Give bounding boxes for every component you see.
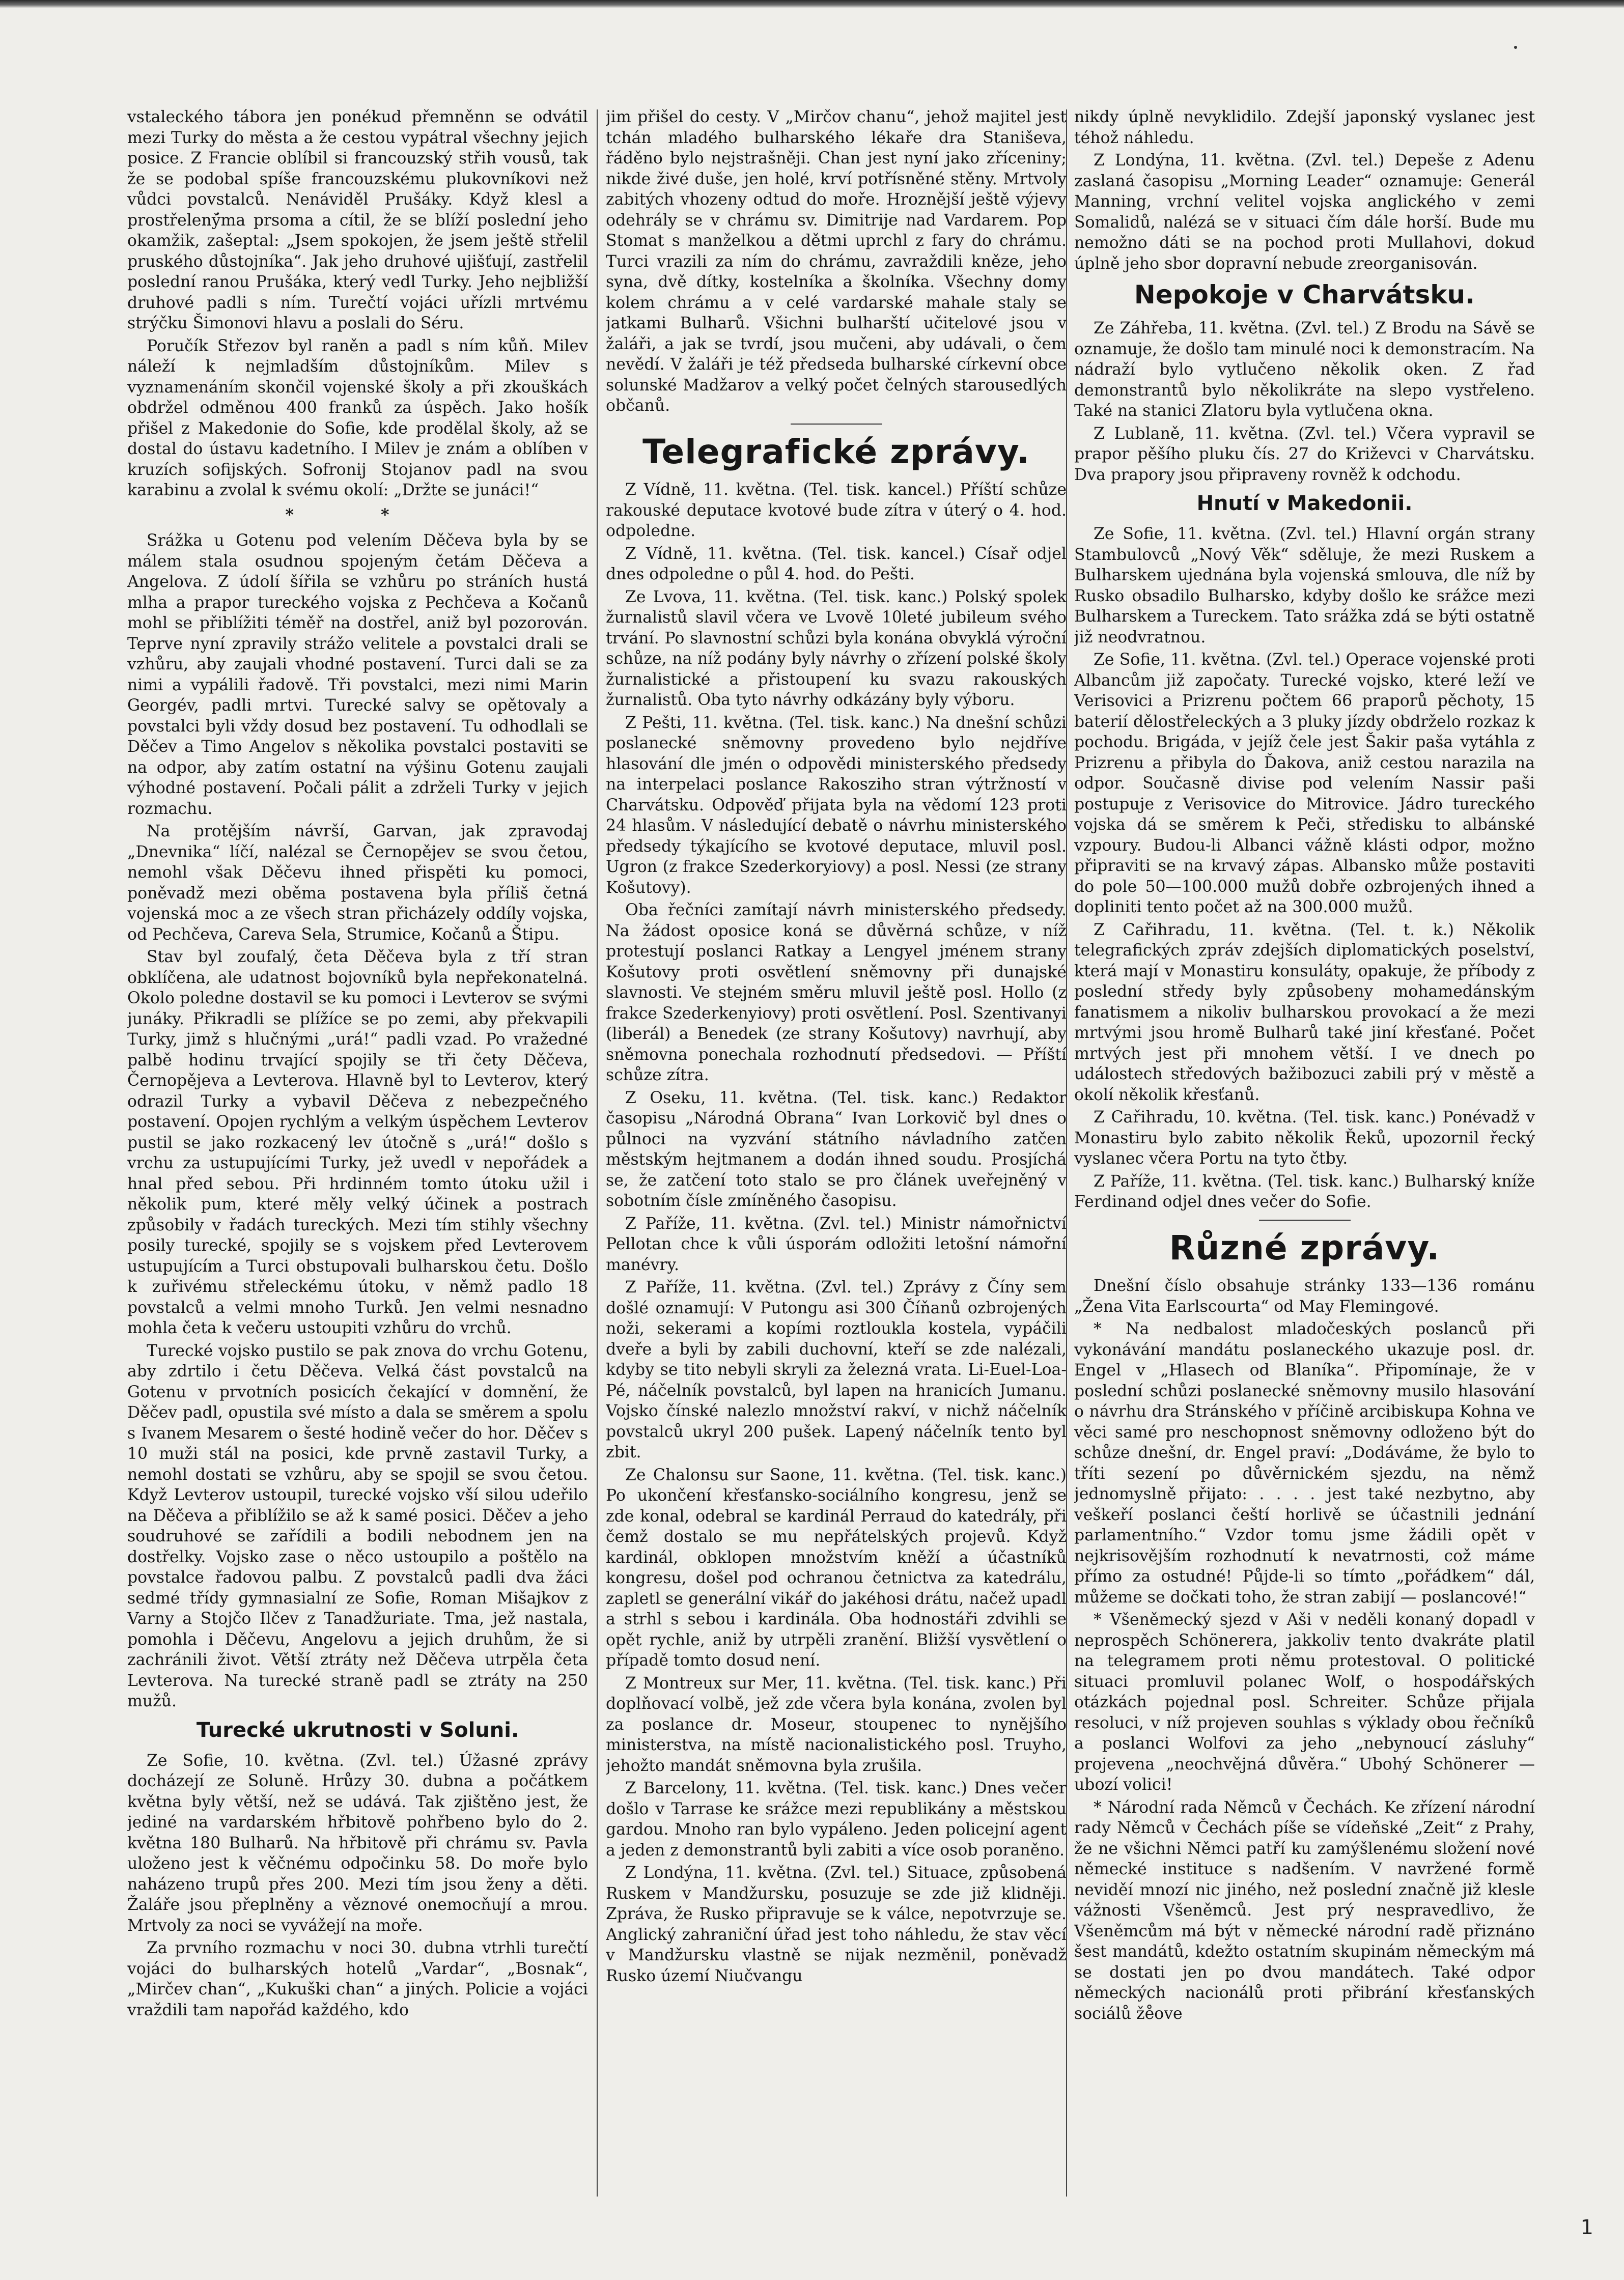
section-separator: * * <box>285 505 430 524</box>
news-item: Z Vídně, 11. května. (Tel. tisk. kancel.) Císař odjel dnes odpoledne o půl 4. hod. do Pešti. <box>606 544 1067 584</box>
heading-text: Turecké ukrutnosti v Soluni. <box>196 1718 519 1742</box>
news-item: Z Pešti, 11. května. (Tel. tisk. kanc.) Na dnešní schůzi poslanecké sněmovny provedeno bylo nejdříve hlasování dle jmén o odpovědi ministerského předsedy na interpelaci poslance Rakosziho stran výtržností v Charvátsku. Odpověď přijata byla na vědomí 123 proti 24 hlasům. V následující debatě o návrhu ministerského předsedy týkajícího se kvotové deputace, mluvil posl. Ugron (z frakce Szederkoryiovy) a posl. Nessi (ze strany Košutovy). <box>606 713 1067 897</box>
news-item: * Na nedbalost mladočeských poslanců při vykonávání mandátu poslaneckého ukazuje posl. dr. Engel v „Hlasech od Blaníka“. Připomínaje, že v poslední schůzi poslanecké sněmovny musilo hlasování o návrhu dra Stránského v příčině arcibiskupa Kohna ve věci samé pro neschopnost sněmovny odloženo být do schůze dnešní, dr. Engel praví: „Dodáváme, že bylo to tříti sezení po důvěrnickém sjezdu, na němž jednomyslně přijato: . . . . jest také nezbytno, aby veškeří poslanci čeští horlivě se účastnili jednání parlamentního.“ Vzdor tomu jsme žádili opět v nejkrisovějším rozhodnutí k nevatrnosti, což máme přímo za ostudné! Půjde-li so tímto „pořádkem“ dál, můžeme se dočkati toho, že stran zabijí — poslancové!“ <box>1074 1320 1535 1607</box>
article-paragraph: Poručík Střezov byl raněn a padl s ním kůň. Milev náleží k nejmladším důstojníkům. Milev s vyznamenáním skončil vojenské školy a při zkouškách obdržel odměnou 400 franků za úspěch. Jako hošík přišel z Makedonie do Sofie, kde prodělal školy, až se dostal do ústavu kadetního. I Milev je znám a oblíben v kruzích sofijských. Sofronij Stojanov padl na svou karabinu a zvolal k svému okolí: „Držte se junáci!“ <box>127 336 588 499</box>
news-item: * Národní rada Němců v Čechách. Ke zřízení národní rady Němců v Čechách píše se vídeňské „Zeit“ z Prahy, že ne všichni Němci patří ku zamýšlenému složení nové německé instituce s nadšením. V navržené formě neviděí mnozí nic jiného, než poslední značně již klesle vážnosti Všeněmců. Jest prý nespravedlivo, že Všeněmcům má být v německé národní radě přiznáno šest mandátů, kdežto ostatním skupinám německým má se dostati jen po dvou mandátech. Také odpor německých nacionálů proti přibrání křesťanských sociálů že̊ove <box>1074 1798 1535 2023</box>
news-item: nikdy úplně nevyklidilo. Zdejší japonský vyslanec jest téhož náhledu. <box>1074 108 1535 147</box>
news-item: Ze Lvova, 11. května. (Tel. tisk. kanc.) Polský spolek žurnalistů slavil včera ve Lvově 10leté jubileum svého trvání. Po slavnostní schůzi byla konána obvyklá výroční schůze, na níž podány byly návrhy o zřízení polské školy žurnalistické a přistoupení ku svazu rakouských žurnalistů. Oba tyto návrhy odkázány byly výboru. <box>606 587 1067 710</box>
news-item: Ze Sofie, 11. května. (Zvl. tel.) Hlavní orgán strany Stambulovců „Nový Věk“ sděluje, že mezi Ruskem a Bulharskem ujednána byla vojenská smlouva, dle níž by Rusko obsadilo Bulharsko, kdyby došlo ke srážce mezi Bulharskem a Tureckem. Tato srážka zdá se býti ostatně již neodvratnou. <box>1074 525 1535 646</box>
article-paragraph: Stav byl zoufalý, četa Děčeva byla z tří stran obklíčena, ale udatnost bojovníků byla nepřekonatelná. Okolo poledne dostavil se ku pomoci i Levterov se svými junáky. Přikradli se plížíce se po zemi, aby překvapili Turky, jimž s hlučnými „urá!“ padli vzad. Po vražedné palbě hodinu trvající spojily se tři čety Děčeva, Černopějeva a Levterova. Hlavně byl to Levterov, který odrazil Turky a vybavil Děčeva z nebezpečného postavení. Opojen rychlým a velkým úspěchem Levterov pustil se jako rozkacený lev útočně s „urá!“ došlo s vrchu za ustupujícími Turky, jež uvedl v nepořádek a hnal před sebou. Při hrdinném tomto útoku užil i několik pum, které měly velký účinek a postrach způsobily v řadách tureckých. Mezi tím stihly všechny posily turecké, spojily se s vojskem před Levterovem ustupujícím a Turci obstupovali bulharskou četu. Došlo k zuřivému střeleckému útoku, v němž padlo 18 povstalců a velmi mnoho Turků. Jen velmi nesnadno mohla četa k večeru ustoupiti vzhůru do vrchů. <box>127 948 588 1337</box>
news-item: Ze Chalonsu sur Saone, 11. května. (Tel. tisk. kanc.) Po ukončení křesťansko-sociálního kongresu, jenž se zde konal, odebral se kardinál Perraud do katedrály, při čemž dostalo se mu nepřátelských projevů. Když kardinál, obklopen množstvím kněží a účastníků kongresu, došel pod ochranou četnictva za katedrálu, zapletl se generální vikář do jakéhosi drátu, načež upadl a strhl s sebou i kardinála. Oba hodnostáři zdvihli se opět rychle, aniž by utrpěli zranění. Bližší vysvětlení o případě tomto dosud není. <box>606 1466 1067 1670</box>
news-item: Z Londýna, 11. května. (Zvl. tel.) Depeše z Adenu zaslaná časopisu „Morning Leader“ oznamuje: Generál Manning, vrchní velitel vojska anglického v zemi Somalidů, nalézá se v situaci čím dále horší. Bude mu nemožno dáti se na pochod proti Mullahovi, dokud úplně jeho sbor dopravní nebude zreorganisován. <box>1074 151 1535 273</box>
news-item: Z Vídně, 11. května. (Tel. tisk. kancel.) Příští schůze rakouské deputace kvotové bude zítra v úterý o 4. hod. odpoledne. <box>606 481 1067 541</box>
news-item: Z Lublaně, 11. května. (Zvl. tel.) Včera vypravil se prapor pěšího pluku čís. 27 do Križevci v Charvátsku. Dva prapory jsou připraveny rovněž k odchodu. <box>1074 424 1535 484</box>
section-heading: Telegrafické zprávy. <box>642 432 1030 471</box>
news-item: Z Oseku, 11. května. (Tel. tisk. kanc.) Redaktor časopisu „Národná Obrana“ Ivan Lorkovič byl dnes o půlnoci na vyzvání státního návladního zatčen městským hejtmanem a dodán ihned soudu. Prosjíchá se, že zatčení toto stalo se pro článek uveřejněný v sobotním čísle zmíněného časopisu. <box>606 1088 1067 1211</box>
margin-mark: 1 <box>1580 2216 1593 2239</box>
article-paragraph: vstaleckého tábora jen ponékud přemněnn se odvátil mezi Turky do města a že cestou vypátral všechny jejich posice. Z Francie oblíbil si francouzský střih vousů, tak že se podobal spíše francouzskému plukovníkovi než vůdci povstalců. Nenáviděl Prušáky. Když klesl a prostřelený̆ma prsoma a cítil, že se blíží poslední jeho okamžik, zašeptal: „Jsem spokojen, že jsem ještě střelil pruského důstojníka“. Jak jeho druhové ujišťují, zastřelil poslední ranou Prušáka, který vedl Turky. Jeho nejbližší druhové padli s ním. Turečtí vojáci uřízli mrtvému strýčku Šimonovi hlavu a poslali do Séru. <box>127 108 588 332</box>
article-paragraph: Na protějším návrší, Garvan, jak zpravodaj „Dnevnika“ líčí, nalézal se Černopějev se svou četou, nemohl však Děčevu ihned přispěti ku pomoci, poněvadž mezi oběma postavena byla příliš četná vojenská moc a ze všech stran přicházely oddíly vojska, od Pechčeva, Careva Sela, Strumice, Kočanů a Štipu. <box>127 822 588 944</box>
section-heading <box>127 1719 588 1741</box>
news-item: Z Paříže, 11. května. (Zvl. tel.) Ministr námořnictví Pellotan chce k vůli úsporám odložiti letošní námořní manévry. <box>606 1214 1067 1274</box>
section-heading <box>1074 492 1535 515</box>
section-heading: Různé zprávy. <box>1169 1228 1440 1268</box>
top-edge-rule <box>0 0 1624 8</box>
short-divider <box>1259 1220 1351 1221</box>
news-item: Z Montreux sur Mer, 11. května. (Tel. tisk. kanc.) Při doplňovací volbě, jež zde včera byla konána, zvolen byl za poslance dr. Moseur, stoupenec to nynějšího ministerstva, na místě nacionalistického posl. Truyho, jehožto mandát sněmovna byla zrušila. <box>606 1674 1067 1775</box>
news-item: Oba řečníci zamítají návrh ministerského předsedy. Na žádost oposice koná se důvěrná schůze, v níž protestují poslanci Ratkay a Lengyel jménem strany Košutovy proti osvětlení sněmovny při dunajské slavnosti. Ve stejném směru mluvil ještě posl. Hollo (z frakce Szederkenyiovy) proti osvětlení. Posl. Szentivanyi (liberál) a Benedek (ze strany Košutovy) navrhují, aby sněmovna ponechala rozhodnutí předsedovi. — Příští schůze zítra. <box>606 901 1067 1085</box>
news-item: Z Paříže, 11. května. (Tel. tisk. kanc.) Bulharský kníže Ferdinand odjel dnes večer do Sofie. <box>1074 1172 1535 1211</box>
news-item: Z Cařihradu, 11. května. (Tel. t. k.) Několik telegrafických zpráv zdejších diplomatických poselství, která mají v Monastiru konsuláty, opakuje, že příbody z poslední středy byly způsobeny mohamedánským fanatismem a nikoliv bulharskou provokací a že mezi mrtvými jsou hromě Bulharů také jiní křesťané. Počet mrtvých jest při mnohem větší. I ve dnech po událostech středových bažibozuci zabili prý v městě a okolí několik křesťanů. <box>1074 920 1535 1104</box>
column-2 <box>606 107 1067 2219</box>
article-paragraph: Za prvního rozmachu v noci 30. dubna vtrhli turečtí vojáci do bulharských hotelů „Vardar“, „Bosnak“, „Mirčev chan“, „Kukuški chan“ a jiných. Policie a vojáci vraždili tam napořád každého, kdo <box>127 1939 588 2019</box>
news-item: Ze Sofie, 11. května. (Zvl. tel.) Operace vojenské proti Albancům již započaty. Turecké vojsko, které leží ve Verisovici a Prizrenu počtem 66 praporů pěchoty, 15 baterií dělostřeleckých a 3 pluky jízdy obdrželo rozkaz k pochodu. Brigáda, v jejíž čele jest Šakir paša vytáhla z Prizrenu a přibyla do Ďakova, aniž cestou narazila na odpor. Současně divise pod velením Nassir paši postupuje z Verisovice do Mitrovice. Jádro tureckého vojska dá se směrem k Peči, středisku to albánské vzpoury. Budou-li Albanci vážně klásti odpor, možno připraviti se na krvavý zápas. Albansko může postaviti do pole 50—100.000 mužů dobře ozbrojených ihned a dopliniti tento počet až na 300.000 mužů. <box>1074 651 1535 916</box>
article-paragraph: Turecké vojsko pustilo se pak znova do vrchu Gotenu, aby zdrtilo i četu Děčeva. Velká část povstalců na Gotenu v prvotních posicích čekající v domnění, že Děčev padl, opustila své místo a dala se směrem a spolu s Ivanem Mesarem o šesté hodině večer do hor. Děčev s 10 muži stál na posici, kde prvně zastavil Turky, a nemohl dostati se vzhůru, aby se spojil se svou četou. Když Levterov ustoupil, turecké vojsko vší silou udeřilo na Děčeva a přiblížilo se až k samé posici. Děčev a jeho soudruhové se zařídili a bodili nebodnem jen na dostřelky. Vojsko zase o něco ustoupilo a poštělo na povstalce řadovou palbu. Z povstalců padli dva žáci sedmé třídy gymnasialní ze Sofie, Roman Mišajkov z Varny a Stojčo Ilčev z Tanadžuriate. Tma, jež nastala, pomohla i Děčevu, Angelovu a jejich druhům, že si zachránili život. Větší ztráty než Děčeva utrpěla četa Levterova. Na turecké straně padl se ztráty na 250 mužů. <box>127 1341 588 1710</box>
article-paragraph: Ze Sofie, 10. května. (Zvl. tel.) Úžasné zprávy docházejí ze Soluně. Hrůzy 30. dubna a počátkem května byly větší, než se udává. Tak zjištěno jest, že jediné na vardarském hřbitově pohřbeno bylo do 2. května 180 Bulharů. Na hřbitově při chrámu sv. Pavla uloženo jest k věčnému odpočinku 58. Do moře bylo naházeno trupů přes 200. Mezi tím jsou ženy a děti. Žaláře jsou přeplněny a věznové onemocňují a mrou. Mrtvoly za noci se vyvážejí na moře. <box>127 1751 588 1935</box>
news-item: Z Barcelony, 11. května. (Tel. tisk. kanc.) Dnes večer došlo v Tarrase ke srážce mezi republikány a městskou gardou. Mnoho ran bylo vypáleno. Jeden policejní agent a jeden z demonstrantů byli zabiti a více osob poraněno. <box>606 1779 1067 1860</box>
news-item: * Všeněmecký sjezd v Aši v neděli konaný dopadl v neprospěch Schönerera, jakkoliv tento dvakráte platil na telegramem proti němu protestoval. O politické situaci promluvil polanec Wolf, o hospodářských otázkách pojednal posl. Schreiter. Schůze přijala resoluci, v níž projeven souhlas s výklady obou řečníků a poslanci Wolfovi za jeho „nebynoucí zásluhy“ projevena „neochvějná důvěra.“ Ubohý Schönerer — ubozí volici! <box>1074 1611 1535 1794</box>
section-heading: Nepokoje v Charvátsku. <box>1134 280 1475 309</box>
article-paragraph: jim přišel do cesty. V „Mirčov chanu“, jehož majitel jest tchán mladého bulharského lékaře dra Staniševa, řáděno bylo nejstrašněji. Chan jest nyní jako zříceniny; nikde živé duše, jen holé, krví potřísněné stěny. Mrtvoly zabitých vhozeny odtud do moře. Hroznější ještě výjevy odehrály se v chrámu sv. Dimitrije nad Vardarem. Pop Stomat s manželkou a dětmi uprchl z fary do chrámu. Turci vrazili za ním do chrámu, zavraždili kněze, jeho syna, dvě dítky, kostelníka a školníka. Všechny domy kolem chrámu a v celé vardarské mahale staly se jatkami Bulharů. Všichni bulharští učitelové jsou v žaláři, a jak se tvrdí, jsou mučeni, aby udávali, o čem nevědí. V žaláři je též předseda bulharské církevní obce solunské Madžarov a velký počet čelných starousedlých občanů. <box>606 108 1067 415</box>
column-1 <box>127 107 588 2219</box>
short-divider <box>791 424 882 425</box>
news-item: Z Cařihradu, 10. května. (Tel. tisk. kanc.) Ponévadž v Monastiru bylo zabito několik Řeků, upozornil řecký vyslanec včera Portu na tyto čtby. <box>1074 1108 1535 1168</box>
ink-speck <box>1514 46 1517 49</box>
news-item: Ze Záhřeba, 11. května. (Zvl. tel.) Z Brodu na Sávě se oznamuje, že došlo tam minulé noci k demonstracím. Na nádraží bylo vytlučeno několik oken. Z řad demonstrantů bylo několikráte na slepo vystřeleno. Také na stanici Zlatoru byla vytlučena okna. <box>1074 319 1535 420</box>
column-divider-1 <box>597 109 598 2197</box>
news-item: Z Paříže, 11. května. (Zvl. tel.) Zprávy z Číny sem došlé oznamují: V Putongu asi 300 Číňanů ozbrojených noži, sekerami a kopími roztloukla kostela, vypáčili dveře a byli by zabili duchovní, kteří se zde nalézali, kdyby se tito nebyli skryli za železná vrata. Li-Euel-Loa-Pé, náčelník povstalců, byl lapen na hranicích Jumanu. Vojsko čínské nalezlo množství rakví, v nichž náčelník povstalců ukryl 200 pušek. Lapený náčelník tento byl zbit. <box>606 1278 1067 1462</box>
heading-text: Hnutí v Makedonii. <box>1196 492 1413 515</box>
article-paragraph: Srážka u Gotenu pod velením Děčeva byla by se málem stala osudnou spojeným četám Děčeva a Angelova. Z údolí šířila se vzhůru po stráních hustá mlha a prapor tureckého vojska z Pechčeva a Kočanů mohl se přiblížiti téměř na dostřel, aniž byl pozorován. Teprve nyní zpravily strážo velitele a povstalci drali se vzhůru, aby zaujali vhodné postavení. Turci dali se za nimi a vypálili řadově. Tři povstalci, mezi nimi Marin Georgév, padli mrtvi. Turecké salvy se opětovaly a povstalci byli vždy dosud bez postavení. Tu odhodlali se Děčev a Timo Angelov s několika povstalci postaviti se na odpor, aby zatím ostatní na výšinu Gotenu zaujali výhodné postavení. Počali pálit a zdrželi Turky v jejich rozmachu. <box>127 531 588 818</box>
column-3 <box>1074 107 1535 2219</box>
news-item: Z Londýna, 11. května. (Zvl. tel.) Situace, způsobená Ruskem v Mandžursku, posuzuje se zde již klidněji. Zpráva, že Rusko připravuje se k válce, nepotvrzuje se. Anglický zahraniční úřad jest toho náhledu, že stav věcí v Mandžursku vlastně se nijak nezměnil, poněvadž Rusko území Niučvangu <box>606 1864 1067 1985</box>
news-item: Dnešní číslo obsahuje stránky 133—136 románu „Žena Vita Earlscourta“ od May Flemingové. <box>1074 1277 1535 1316</box>
